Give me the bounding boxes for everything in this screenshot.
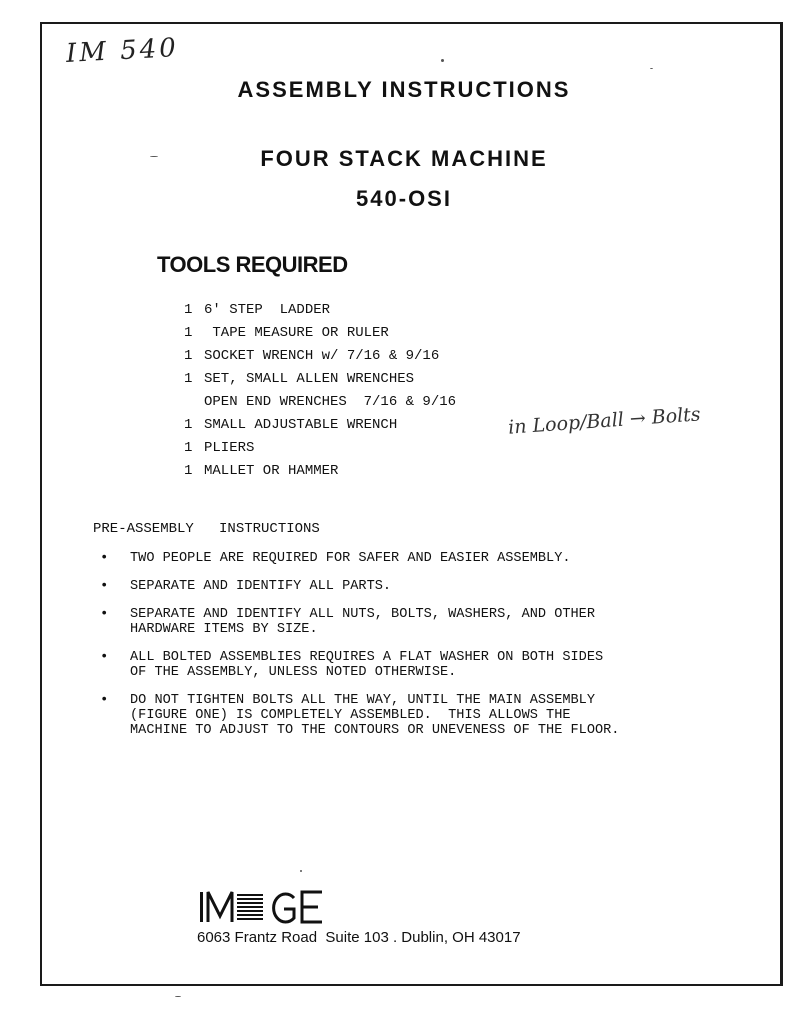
tool-item: [184, 322, 456, 345]
image-logo-mark: [198, 886, 338, 926]
scan-speck: [650, 68, 653, 69]
handwritten-margin-note: in Loop/Ball → Bolts: [507, 403, 702, 439]
pre-assembly-heading: PRE-ASSEMBLY INSTRUCTIONS: [93, 521, 320, 537]
tool-label: MALLET OR HAMMER: [204, 463, 339, 479]
list-item-text: TWO PEOPLE ARE REQUIRED FOR SAFER AND EASIER ASSEMBLY.: [130, 551, 571, 566]
tool-item: [184, 414, 456, 437]
scan-speck: [441, 59, 444, 62]
handwritten-doc-number: IM 540: [65, 33, 180, 69]
bullet-icon: •: [100, 692, 109, 708]
list-item-text: DO NOT TIGHTEN BOLTS ALL THE WAY, UNTIL THE MAIN ASSEMBLY: [130, 693, 595, 708]
list-item-text: SEPARATE AND IDENTIFY ALL NUTS, BOLTS, WASHERS, AND OTHER: [130, 607, 595, 622]
tool-item: [184, 391, 456, 414]
list-item: [100, 693, 720, 738]
scan-speck: [175, 996, 181, 997]
document-title: ASSEMBLY INSTRUCTIONS: [237, 77, 571, 102]
tool-item: [184, 368, 456, 391]
tool-label: TAPE MEASURE OR RULER: [204, 325, 389, 341]
list-item: [100, 607, 720, 637]
list-item-text: SEPARATE AND IDENTIFY ALL PARTS.: [130, 579, 392, 594]
bullet-icon: •: [100, 550, 109, 566]
tool-label: SOCKET WRENCH w/ 7/16 & 9/16: [204, 348, 440, 364]
list-item-text: ALL BOLTED ASSEMBLIES REQUIRES A FLAT WASHER ON BOTH SIDES: [130, 650, 604, 665]
tool-quantity: 1: [184, 302, 193, 318]
list-item-text: MACHINE TO ADJUST TO THE CONTOURS OR UNEVENESS OF THE FLOOR.: [130, 723, 620, 738]
tool-quantity: 1: [184, 463, 193, 479]
bullet-icon: •: [100, 606, 109, 622]
tool-label: OPEN END WRENCHES 7/16 & 9/16: [204, 394, 457, 410]
bullet-icon: •: [100, 649, 109, 665]
list-item-text: (FIGURE ONE) IS COMPLETELY ASSEMBLED. THIS ALLOWS THE: [130, 708, 571, 723]
list-item-text: HARDWARE ITEMS BY SIZE.: [130, 622, 318, 637]
tool-label: SET, SMALL ALLEN WRENCHES: [204, 371, 415, 387]
tool-quantity: 1: [184, 325, 193, 341]
tool-label: 6' STEP LADDER: [204, 302, 331, 318]
company-logo: [198, 886, 338, 926]
tools-list: [184, 299, 456, 483]
company-address: 6063 Frantz Road Suite 103 . Dublin, OH 43017: [197, 929, 521, 946]
list-item-text: OF THE ASSEMBLY, UNLESS NOTED OTHERWISE.: [130, 665, 457, 680]
bullet-icon: •: [100, 578, 109, 594]
tool-quantity: 1: [184, 348, 193, 364]
tool-label: SMALL ADJUSTABLE WRENCH: [204, 417, 398, 433]
list-item: [100, 551, 720, 566]
tool-item: [184, 437, 456, 460]
tool-item: [184, 460, 456, 483]
tool-label: PLIERS: [204, 440, 255, 456]
model-number: 540-OSI: [356, 186, 452, 211]
tool-quantity: 1: [184, 417, 193, 433]
scan-speck: [300, 870, 302, 872]
list-item: [100, 579, 720, 594]
tool-quantity: 1: [184, 440, 193, 456]
tool-item: [184, 345, 456, 368]
tools-heading: TOOLS REQUIRED: [157, 252, 348, 277]
scan-speck: [150, 156, 158, 157]
tool-quantity: 1: [184, 371, 193, 387]
list-item: [100, 650, 720, 680]
machine-name: FOUR STACK MACHINE: [260, 146, 548, 171]
pre-assembly-list: [100, 551, 720, 751]
tool-item: [184, 299, 456, 322]
